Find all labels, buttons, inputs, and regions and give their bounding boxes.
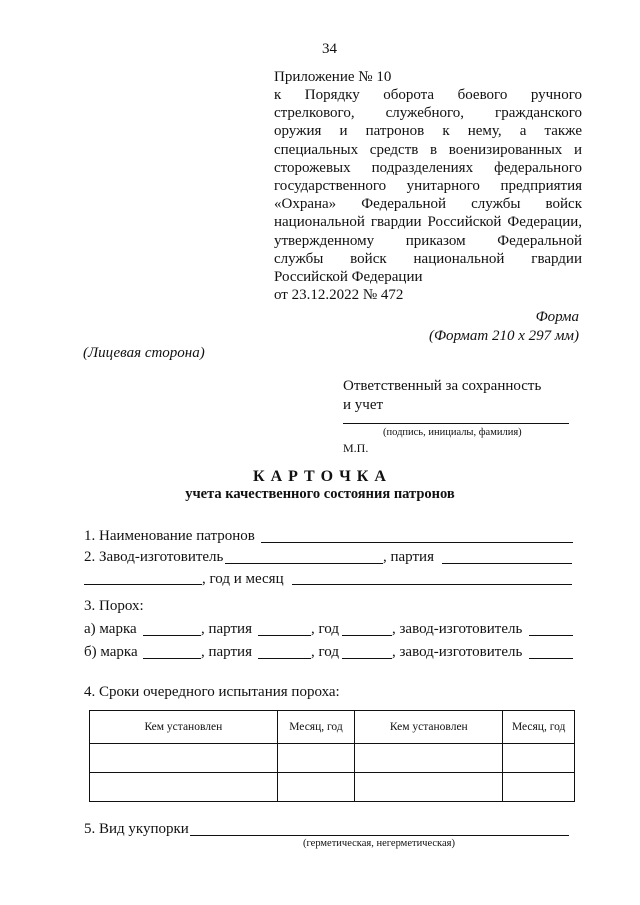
appendix-line: «Охрана» Федеральной службы войск — [274, 196, 582, 213]
table-cell[interactable] — [90, 773, 278, 802]
table-row — [90, 744, 575, 773]
table-header-cell: Кем установлен — [355, 711, 503, 744]
responsible-label-2: и учет — [343, 397, 384, 413]
appendix-text — [274, 86, 582, 304]
field-party-label: , партия — [383, 549, 434, 565]
test-dates-table — [89, 710, 575, 802]
appendix-line: государственного унитарного предприятия — [274, 178, 582, 195]
form-format: (Формат 210 х 297 мм) — [428, 328, 579, 344]
stamp-label: М.П. — [343, 441, 369, 455]
signature-caption: (подпись, инициалы, фамилия) — [383, 427, 522, 438]
table-cell[interactable] — [503, 744, 575, 773]
signature-line — [343, 423, 569, 424]
field-packaging-line[interactable] — [190, 835, 569, 836]
powder-b-mark-label: б) марка — [84, 644, 138, 660]
powder-a-party-line[interactable] — [258, 635, 311, 636]
field-cartridge-name-line[interactable] — [261, 542, 573, 543]
table-cell[interactable] — [277, 744, 355, 773]
table-header-row — [90, 711, 575, 744]
table-cell[interactable] — [90, 744, 278, 773]
powder-b-party-label: , партия — [201, 644, 252, 660]
table-cell[interactable] — [503, 773, 575, 802]
responsible-label: Ответственный за сохранность — [343, 378, 542, 394]
powder-a-plant-line[interactable] — [529, 635, 573, 636]
field-packaging-caption: (герметическая, негерметическая) — [303, 838, 455, 849]
field-powder-label: 3. Порох: — [84, 598, 144, 614]
field-manufacturer-label: 2. Завод-изготовитель — [84, 549, 224, 565]
powder-a-year-label: , год — [311, 621, 339, 637]
form-label: Форма — [535, 309, 579, 325]
table-header-cell: Месяц, год — [503, 711, 575, 744]
table-row — [90, 773, 575, 802]
card-title: К А Р Т О Ч К А — [253, 468, 387, 485]
table-header-cell: Месяц, год — [277, 711, 355, 744]
page-number: 34 — [322, 41, 337, 57]
powder-b-year-label: , год — [311, 644, 339, 660]
powder-b-party-line[interactable] — [258, 658, 311, 659]
card-subtitle: учета качественного состояния патронов — [185, 486, 455, 502]
appendix-line: сторожевых подразделениях федерального — [274, 159, 582, 176]
table-header-cell: Кем установлен — [90, 711, 278, 744]
field-packaging-label: 5. Вид укупорки — [84, 821, 189, 837]
powder-b-year-line[interactable] — [342, 658, 392, 659]
powder-b-mark-line[interactable] — [143, 658, 201, 659]
appendix-date: от 23.12.2022 № 472 — [274, 287, 404, 304]
appendix-line: к Порядку оборота боевого ручного — [274, 87, 582, 103]
field-test-dates-label: 4. Сроки очередного испытания пороха: — [84, 684, 340, 700]
powder-a-year-line[interactable] — [342, 635, 392, 636]
powder-a-party-label: , партия — [201, 621, 252, 637]
table-cell[interactable] — [355, 744, 503, 773]
appendix-line: национальной гвардии Российской Федерации, — [274, 214, 582, 231]
appendix-line: утвержденному приказом Федеральной — [274, 232, 582, 249]
appendix-title: Приложение № 10 — [274, 69, 392, 85]
side-note: (Лицевая сторона) — [83, 345, 205, 361]
powder-a-plant-label: , завод-изготовитель — [392, 621, 523, 637]
appendix-line: стрелкового, служебного, гражданского — [274, 105, 582, 122]
field-year-month-label: , год и месяц — [202, 571, 284, 587]
appendix-line: оружия и патронов к нему, а также — [274, 123, 582, 140]
appendix-line: специальных средств в военизированных и — [274, 141, 582, 158]
table-cell[interactable] — [355, 773, 503, 802]
field-party-line[interactable] — [442, 563, 572, 564]
powder-b-plant-line[interactable] — [529, 658, 573, 659]
field-manufacturer-line[interactable] — [225, 563, 383, 564]
powder-a-mark-label: а) марка — [84, 621, 137, 637]
powder-b-plant-label: , завод-изготовитель — [392, 644, 523, 660]
powder-a-mark-line[interactable] — [143, 635, 201, 636]
table-cell[interactable] — [277, 773, 355, 802]
field-cartridge-name-label: 1. Наименование патронов — [84, 528, 255, 544]
field-year-month-line[interactable] — [292, 584, 572, 585]
field-extra-line[interactable] — [84, 584, 202, 585]
appendix-line: службы войск национальной гвардии — [274, 250, 582, 267]
appendix-line: Российской Федерации — [274, 269, 423, 286]
